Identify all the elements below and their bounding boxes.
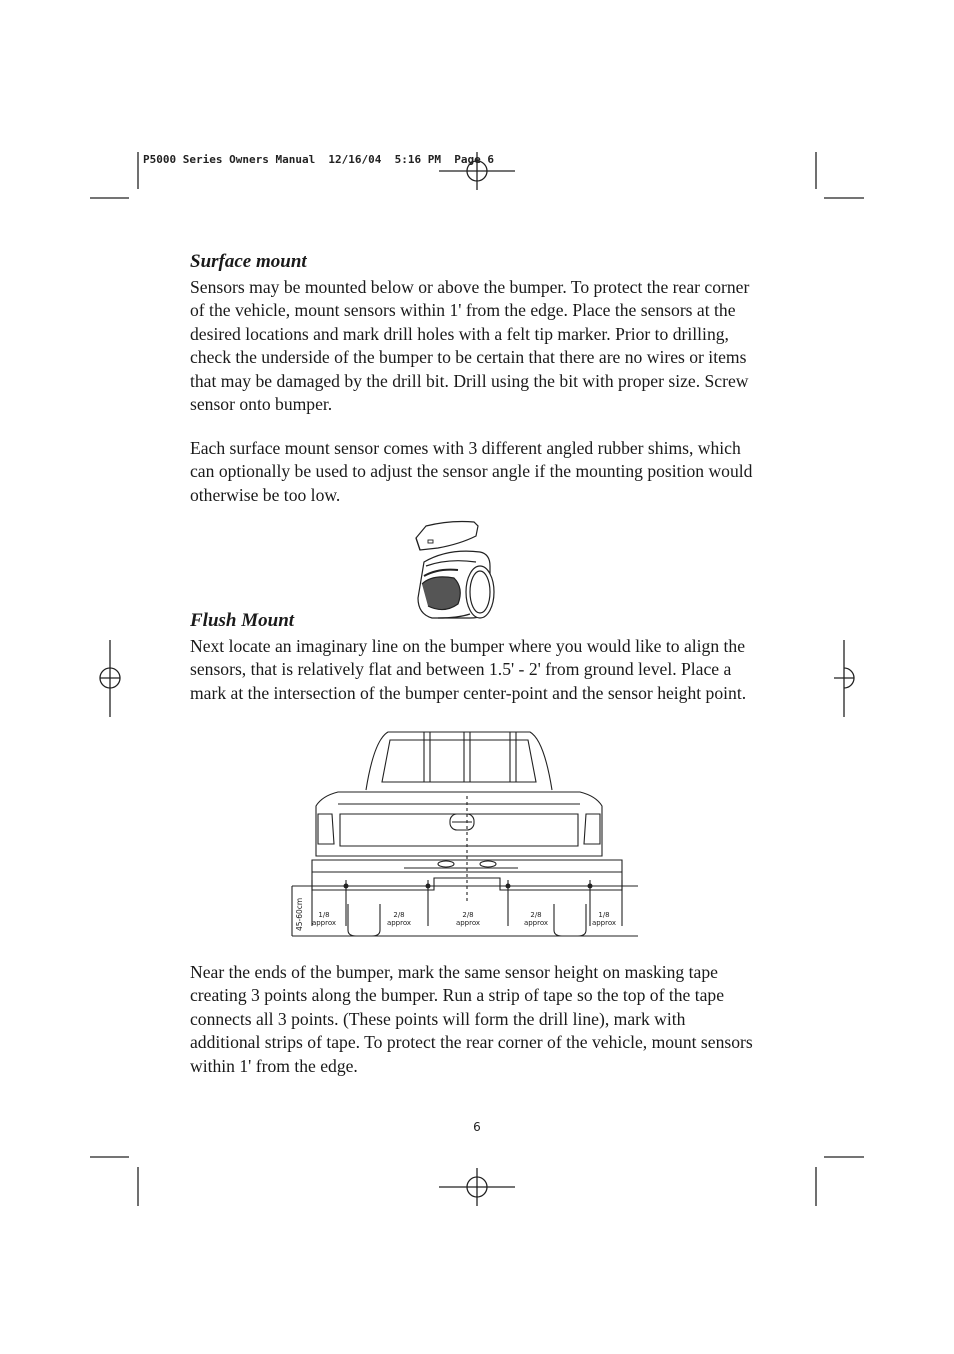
registration-mark-left [100, 640, 120, 717]
height-label: 45-60cm [295, 897, 304, 931]
surface-mount-paragraph-1: Sensors may be mounted below or above the bumper. To protect the rear corner of the vehicle, mount sensors within 1' from the edge. Place the sensors at the desired locations and mark drill holes with a felt tip marker. Prior to drilling, check the underside of the bumper to be certain that there are no wires or items that may be damaged by the drill bit. Drill using the bit with proper size. Screw sensor onto bumper. [190, 277, 750, 415]
truck-cab [366, 732, 552, 790]
segment-3-note: approx [455, 919, 481, 927]
segment-4-fraction: 2/8 [530, 911, 542, 919]
segment-3-fraction: 2/8 [462, 911, 474, 919]
surface-mount-heading: Surface mount [190, 251, 307, 272]
segment-2-note: approx [386, 919, 412, 927]
segment-5-fraction: 1/8 [598, 911, 610, 919]
print-slug: P5000 Series Owners Manual 12/16/04 5:16 PM Page 6 [143, 153, 494, 166]
segment-5-note: approx [591, 919, 617, 927]
registration-mark-bottom [439, 1168, 515, 1206]
flush-mount-paragraph-1: Next locate an imaginary line on the bumper where you would like to align the sensors, that is relatively flat and between 1.5' - 2' from ground level. Place a mark at the intersection of the bumper center-point and the sensor height point. [190, 636, 747, 703]
flush-mount-heading: Flush Mount [190, 610, 295, 631]
surface-sensor-illustration [408, 518, 504, 624]
segment-2-fraction: 2/8 [393, 911, 405, 919]
truck-rear-diagram [278, 726, 640, 940]
segment-1-note: approx [311, 919, 337, 927]
segment-1-fraction: 1/8 [318, 911, 330, 919]
page-number: 6 [473, 1120, 481, 1134]
registration-mark-right [834, 640, 854, 717]
segment-4-note: approx [523, 919, 549, 927]
surface-mount-paragraph-2: Each surface mount sensor comes with 3 different angled rubber shims, which can optionally be used to adjust the sensor angle if the mounting position would otherwise be too low. [190, 438, 753, 505]
flush-mount-paragraph-2: Near the ends of the bumper, mark the same sensor height on masking tape creating 3 points along the bumper. Run a strip of tape so the top of the tape connects all 3 points. (These points will form the drill line), mark with additional strips of tape. To protect the rear corner of the vehicle, mount sensors within 1' from the edge. [190, 962, 753, 1076]
